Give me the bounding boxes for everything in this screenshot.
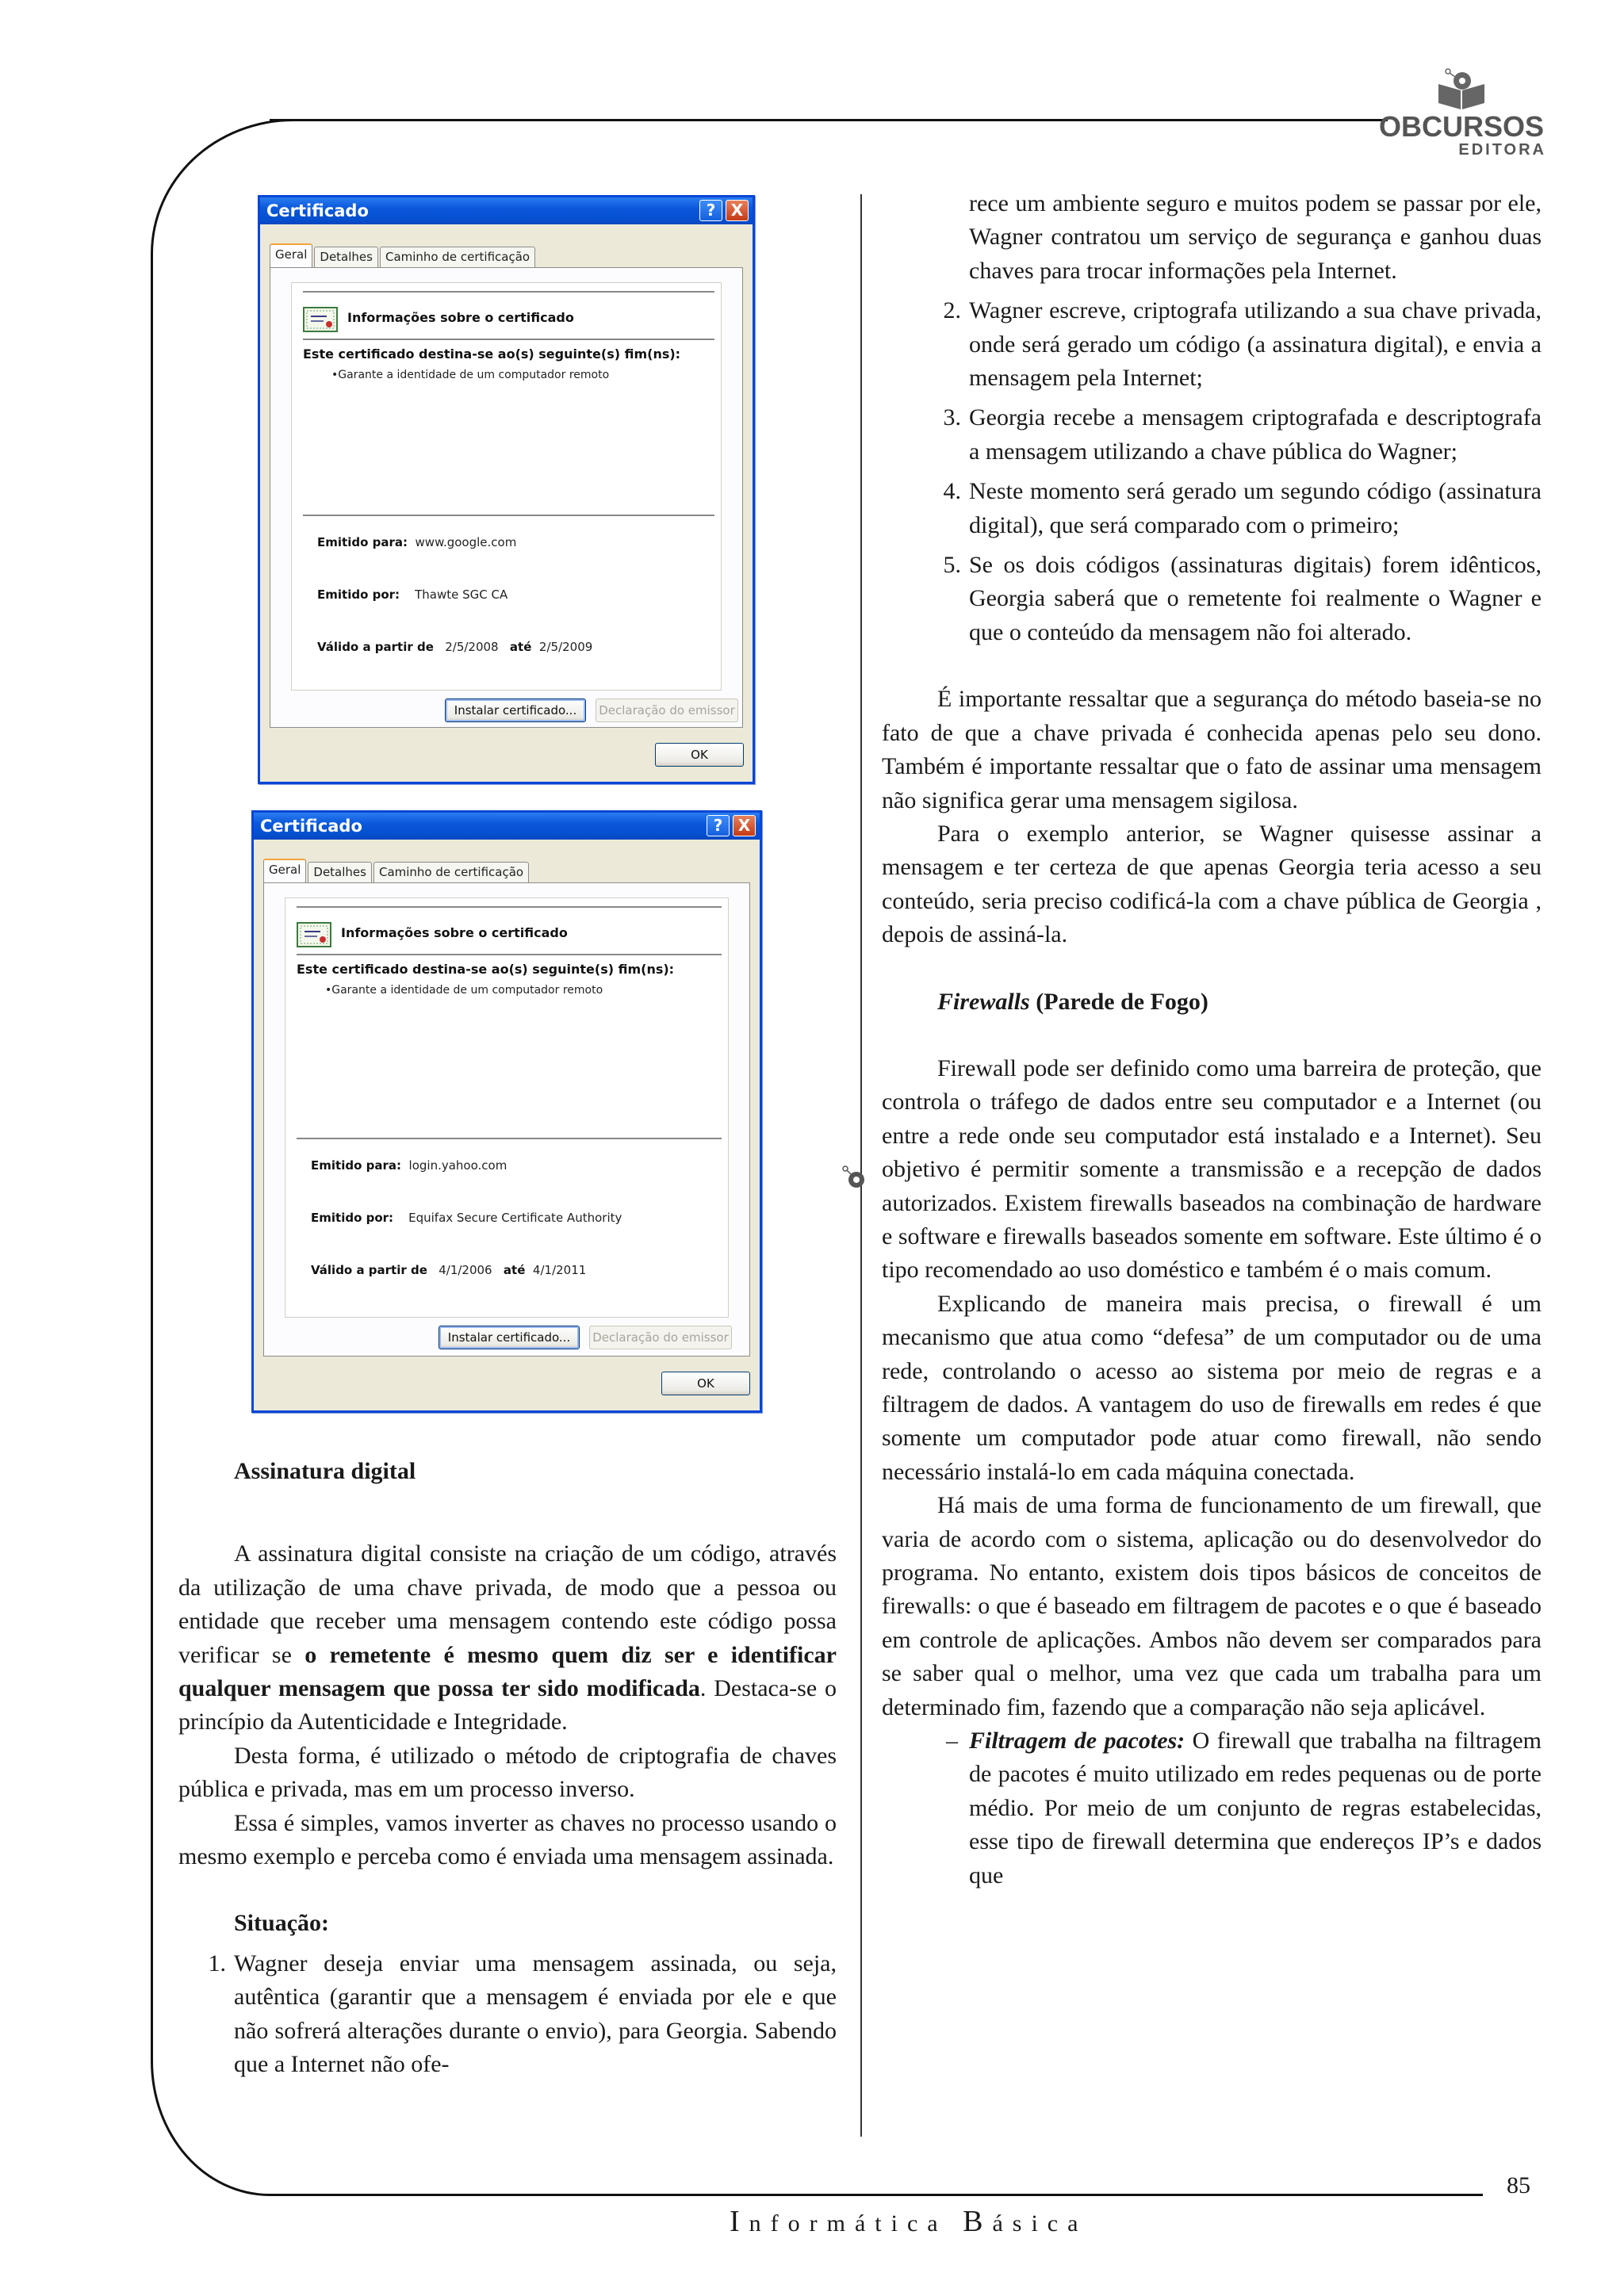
list-item-text: Se os dois códigos (assinaturas digitais) forem idênticos, Georgia saberá que o remetente foi realmente o Wagner e que o conteúdo da mensagem não foi alterado.: [969, 552, 1542, 645]
book-gear-icon: [1434, 67, 1489, 111]
issued-by-label: Emitido por:: [317, 587, 400, 602]
paragraph-firewall-mecanismo: Explicando de maneira mais precisa, o firewall é um mecanismo que atua como “defesa” de um computador ou de uma rede, controlando o acesso ao sistema por meio de regras e a filtragem de dados. A vantagem do uso de firewalls em redes é que somente um computador pode atuar como firewall, não sendo necessário instalá-lo em cada máquina conectada.: [882, 1290, 1542, 1485]
list-item-number: 4.: [943, 478, 961, 505]
paragraph-essa-e-simples: Essa é simples, vamos inverter as chaves no processo usando o mesmo exemplo e perceba como é enviada uma mensagem assinada.: [178, 1809, 837, 1870]
valid-from-value: 2/5/2008: [445, 640, 499, 654]
valid-from-label: Válido a partir de: [311, 1263, 427, 1277]
footer-cap: B: [963, 2205, 993, 2238]
valid-to-value: 2/5/2009: [538, 640, 593, 654]
issued-to-value: login.yahoo.com: [408, 1158, 508, 1173]
certificate-info-box: [291, 282, 722, 691]
close-button[interactable]: X: [726, 200, 749, 221]
valid-to-label: até: [503, 1263, 526, 1277]
tab-panel-geral: [270, 267, 743, 728]
issued-to-label: Emitido para:: [317, 535, 408, 549]
help-button[interactable]: ?: [707, 815, 730, 836]
left-column: [178, 1455, 837, 2082]
tab-geral[interactable]: Geral: [263, 859, 306, 882]
paragraph-firewall-tipos: Há mais de uma forma de funcionamento de um firewall, que varia de acordo com o sistema, aplicação ou do desenvolvedor do programa. No entanto, existem dois tipos básicos de conceitos de firewalls: o que é baseado em filtragem de pacotes e o que é baseado em controle de aplicações. Ambos não devem ser comparados para se saber qual o melhor, uma vez que cada um trabalha para um determinado fim, fazendo que a comparação não seja aplicável.: [882, 1492, 1542, 1720]
footer-title: [730, 2204, 1087, 2239]
validity-row: [317, 640, 592, 654]
validity-row: [311, 1263, 586, 1277]
list-item-number: 2.: [943, 297, 961, 324]
paragraph-firewall-definicao: Firewall pode ser definido como uma barreira de proteção, que controla o tráfego de dados entre seu computador e a Internet (ou entre a rede onde seu computador está instalado e a Internet). Seu objetivo é permitir somente a transmissão e a recepção de dados autorizados. Existem firewalls baseados na combinação de hardware e software e firewalls baseados somente em software. Este último é o tipo recomendado ao uso doméstico e também é o mais comum.: [882, 1054, 1542, 1284]
purpose-item: •Garante a identidade de um computador remoto: [325, 984, 603, 997]
section-heading-assinatura: Assinatura digital: [234, 1458, 416, 1484]
valid-to-value: 4/1/2011: [532, 1263, 587, 1277]
dialog-titlebar[interactable]: Certificado: [260, 197, 753, 224]
certificate-icon: [297, 922, 331, 947]
tab-strip: [270, 243, 537, 267]
list-item-text: Georgia recebe a mensagem criptografada e descriptografa a mensagem utilizando a chave pública do Wagner;: [969, 404, 1542, 465]
tab-panel-geral: [263, 882, 750, 1357]
situation-list: [178, 1947, 837, 2082]
tab-strip: [263, 859, 530, 882]
term-text: O firewall que trabalha na filtragem de pacotes é muito utilizado em redes pequenas ou de porte médio. Por meio de um conjunto de regras estabelecidas, esse tipo de firewall determina que endereços IP’s e dados que: [969, 1728, 1542, 1888]
issuer-statement-button[interactable]: Declaração do emissor: [589, 1326, 732, 1349]
paragraph-text: A assinatura digital consiste na criação de um código, através da utilização de uma chave privada, de modo que a pessoa ou entidade que receber uma mensagem contendo este código possa verificar se: [178, 1540, 837, 1668]
purpose-item: •Garante a identidade de um computador remoto: [331, 369, 610, 381]
list-item-number: 3.: [943, 404, 961, 431]
list-item-text: Neste momento será gerado um segundo código (assinatura digital), que será comparado com o primeiro;: [969, 478, 1542, 538]
paragraph-bold-text: o remetente é mesmo quem diz ser e identificar qualquer mensagem que possa ter sido modificada: [178, 1641, 837, 1702]
paragraph-text: . Destaca-se o princípio da Autenticidade e Integridade.: [178, 1675, 837, 1735]
valid-from-value: 4/1/2006: [439, 1263, 492, 1277]
section-heading-situacao: Situação:: [234, 1910, 329, 1937]
certificate-dialog-yahoo: [251, 810, 762, 1413]
issued-to-row: [311, 1158, 507, 1173]
list-item-filtragem: [882, 1724, 1542, 1892]
issued-to-label: Emitido para:: [311, 1158, 401, 1173]
info-title: Informações sobre o certificado: [341, 925, 568, 940]
issued-by-value: Thawte SGC CA: [415, 587, 508, 602]
issued-by-value: Equifax Secure Certificate Authority: [408, 1211, 622, 1225]
purpose-heading: Este certificado destina-se ao(s) seguinte(s) fim(ns):: [297, 962, 675, 977]
right-column: [882, 187, 1542, 1892]
paragraph-importante: É importante ressaltar que a segurança do método baseia-se no fato de que a chave privada é conhecida apenas pelo seu dono. Também é importante ressaltar que o fato de assinar uma mensagem não significa gerar uma mensagem sigilosa.: [882, 686, 1542, 813]
info-title: Informações sobre o certificado: [347, 310, 574, 325]
tab-geral[interactable]: Geral: [270, 243, 312, 267]
list-item: [882, 475, 1542, 542]
issued-by-label: Emitido por:: [311, 1211, 394, 1225]
issued-to-value: www.google.com: [415, 535, 517, 549]
dialog-titlebar[interactable]: Certificado: [254, 813, 760, 840]
install-certificate-button[interactable]: Instalar certificado...: [445, 698, 586, 722]
page-number: 85: [1507, 2172, 1530, 2198]
list-item: [882, 401, 1542, 469]
list-item-number: 1.: [208, 1950, 226, 1976]
divider: [297, 906, 722, 908]
issued-by-row: [317, 587, 508, 602]
tab-caminho-certificacao[interactable]: Caminho de certificação: [380, 247, 535, 267]
gear-ornament-icon: [839, 1162, 871, 1194]
list-item-continuation: rece um ambiente seguro e muitos podem se passar por ele, Wagner contratou um serviço de segurança e ganhou duas chaves para trocar informações pela Internet.: [969, 190, 1542, 284]
paragraph-desta-forma: Desta forma, é utilizado o método de criptografia de chaves pública e privada, mas em um processo inverso.: [178, 1742, 837, 1803]
issued-by-row: [311, 1211, 622, 1225]
divider: [303, 291, 714, 293]
footer-cap: I: [730, 2205, 749, 2238]
help-button[interactable]: ?: [699, 200, 722, 221]
ok-button[interactable]: OK: [661, 1372, 750, 1395]
purpose-heading: Este certificado destina-se ao(s) seguinte(s) fim(ns):: [303, 346, 681, 362]
logo-subtitle: EDITORA: [1458, 141, 1546, 159]
issued-to-row: [317, 535, 516, 549]
publisher-logo: [1370, 67, 1553, 170]
list-item: [882, 294, 1542, 395]
certificate-dialog-google: [258, 195, 755, 784]
footer-text: ásica: [992, 2210, 1088, 2237]
divider: [303, 339, 714, 340]
tab-detalhes[interactable]: Detalhes: [314, 247, 378, 267]
list-item-number: 5.: [943, 552, 961, 579]
close-button[interactable]: X: [733, 815, 756, 836]
page-frame-top-rule: [270, 119, 1388, 121]
list-item-text: [969, 1724, 1542, 1892]
divider: [297, 1138, 722, 1139]
valid-to-label: até: [509, 640, 532, 654]
tab-detalhes[interactable]: Detalhes: [308, 862, 372, 882]
issuer-statement-button[interactable]: Declaração do emissor: [596, 698, 738, 722]
logo-name: OBCURSOS: [1378, 110, 1545, 143]
ok-button[interactable]: OK: [655, 743, 744, 767]
list-item-text: Wagner deseja enviar uma mensagem assinada, ou seja, autêntica (garantir que a mensagem é enviada por ele e que não sofrerá alterações durante o envio), para Georgia. Sabendo que a Internet não ofe-: [234, 1950, 837, 2078]
situation-list-cont: [882, 294, 1542, 649]
term-label: Filtragem de pacotes:: [969, 1728, 1185, 1755]
dash-bullet: –: [946, 1728, 958, 1755]
list-item: [882, 549, 1542, 649]
certificate-icon: [303, 307, 338, 332]
tab-caminho-certificacao[interactable]: Caminho de certificação: [373, 862, 529, 882]
divider: [303, 515, 714, 516]
list-item-text: Wagner escreve, criptografa utilizando a sua chave privada, onde será gerado um código (a assinatura digital), e envia a mensagem pela Internet;: [969, 297, 1542, 392]
heading-rest: (Parede de Fogo): [1029, 988, 1208, 1015]
valid-from-label: Válido a partir de: [317, 640, 434, 654]
certificate-info-box: [285, 897, 729, 1318]
heading-italic: Firewalls: [937, 988, 1030, 1015]
divider: [297, 954, 722, 955]
install-certificate-button[interactable]: Instalar certificado...: [439, 1326, 580, 1349]
footer-text: nformática: [749, 2210, 963, 2237]
page-frame-bottom-rule: [270, 2194, 1483, 2196]
paragraph-assinatura: [178, 1537, 837, 1739]
paragraph-exemplo: Para o exemplo anterior, se Wagner quisesse assinar a mensagem e ter certeza de que apenas Georgia teria acesso a seu conteúdo, seria preciso codificá-la com a chave pública de Georgia , depois de assiná-la.: [882, 820, 1542, 948]
list-item: [178, 1947, 837, 2082]
section-heading-firewalls: [882, 985, 1542, 1019]
